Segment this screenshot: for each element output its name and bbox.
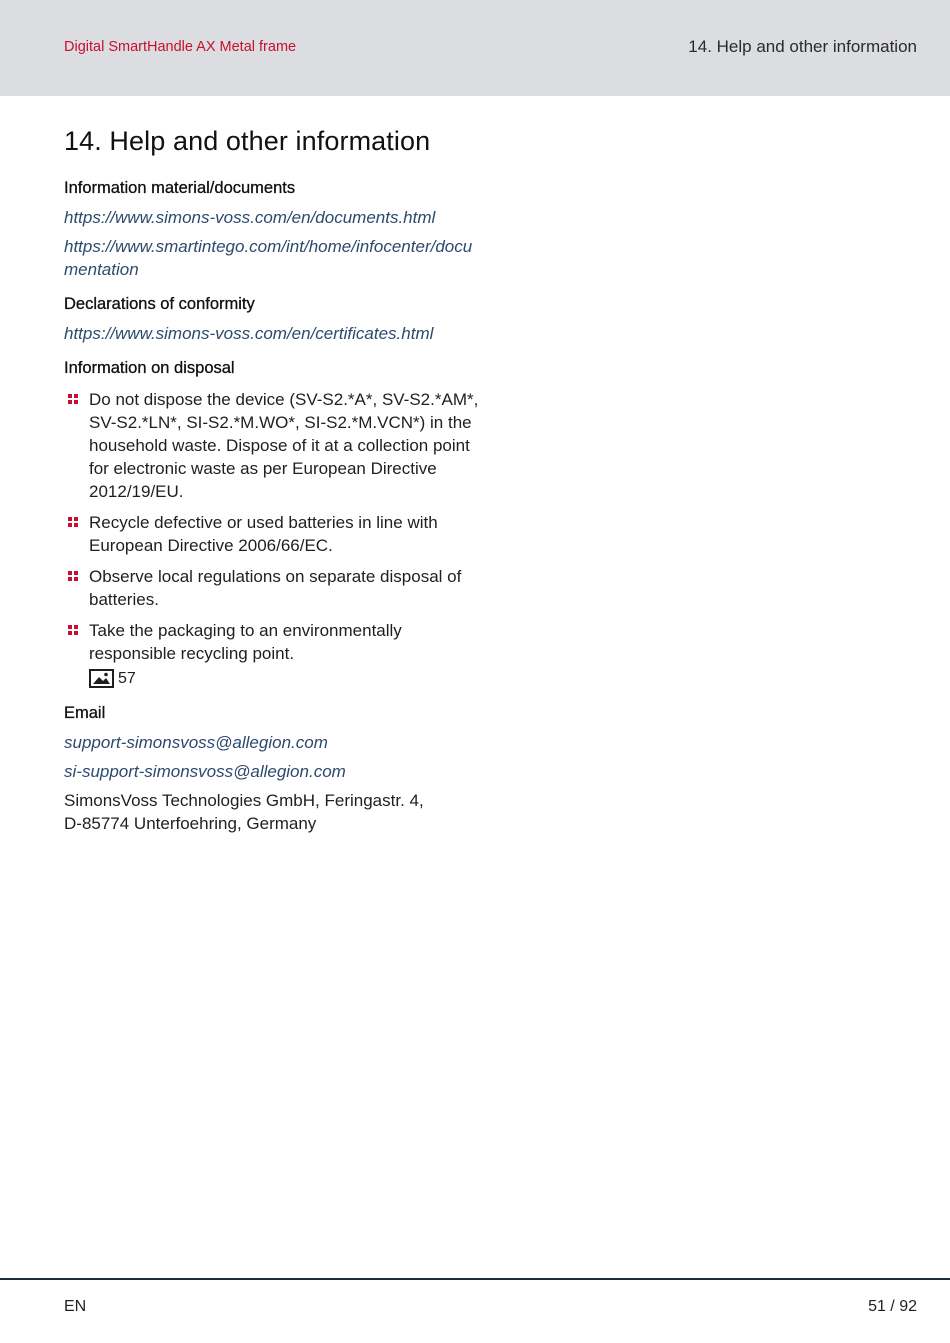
conformity-heading: Declarations of conformity xyxy=(64,295,255,313)
list-item-text: Recycle defective or used batteries in line with European Directive 2006/66/EC. xyxy=(89,513,438,555)
list-item xyxy=(64,511,484,557)
list-item-text: Observe local regulations on separate disposal of batteries. xyxy=(89,567,462,609)
disposal-heading: Information on disposal xyxy=(64,359,235,377)
figure-reference[interactable] xyxy=(89,667,484,690)
footer-divider xyxy=(0,1278,950,1280)
section-title: 14. Help and other information xyxy=(688,37,917,56)
email-heading: Email xyxy=(64,704,106,722)
figure-number: 57 xyxy=(118,670,136,687)
email-section xyxy=(64,704,484,835)
list-item xyxy=(64,619,484,690)
disposal-list xyxy=(64,388,484,690)
bullet-icon xyxy=(68,625,78,635)
documents-heading: Information material/documents xyxy=(64,179,296,197)
company-address xyxy=(64,789,484,835)
address-line: SimonsVoss Technologies GmbH, Feringastr. 4, xyxy=(64,791,424,810)
image-icon xyxy=(89,669,114,688)
documents-link-smartintego[interactable]: https://www.smartintego.com/int/home/infocenter/documentation xyxy=(64,237,473,279)
list-item xyxy=(64,388,484,503)
email-link-support[interactable]: support-simonsvoss@allegion.com xyxy=(64,733,328,752)
page-title: 14. Help and other information xyxy=(64,126,431,156)
disposal-section xyxy=(64,359,484,690)
product-name: Digital SmartHandle AX Metal frame xyxy=(64,39,297,55)
main-content xyxy=(64,126,484,849)
email-link-si-support[interactable]: si-support-simonsvoss@allegion.com xyxy=(64,762,346,781)
documents-section xyxy=(64,179,484,281)
list-item-text: Do not dispose the device (SV-S2.*A*, SV-S2.*AM*, SV-S2.*LN*, SI-S2.*M.WO*, SI-S2.*M.VCN*) in the household waste. Dispose of it at a collection point for electronic waste as per European Directive 2012/19/EU. xyxy=(89,390,479,501)
list-item-text: Take the packaging to an environmentally responsible recycling point. xyxy=(89,621,402,663)
bullet-icon xyxy=(68,571,78,581)
address-line: D-85774 Unterfoehring, Germany xyxy=(64,814,317,833)
conformity-section xyxy=(64,295,484,345)
list-item xyxy=(64,565,484,611)
bullet-icon xyxy=(68,394,78,404)
bullet-icon xyxy=(68,517,78,527)
footer-language: EN xyxy=(64,1298,87,1315)
documents-link-simonsvoss[interactable]: https://www.simons-voss.com/en/documents.html xyxy=(64,208,436,227)
page-number: 51 / 92 xyxy=(868,1298,917,1315)
conformity-link[interactable]: https://www.simons-voss.com/en/certificates.html xyxy=(64,324,434,343)
page-header xyxy=(0,0,950,96)
